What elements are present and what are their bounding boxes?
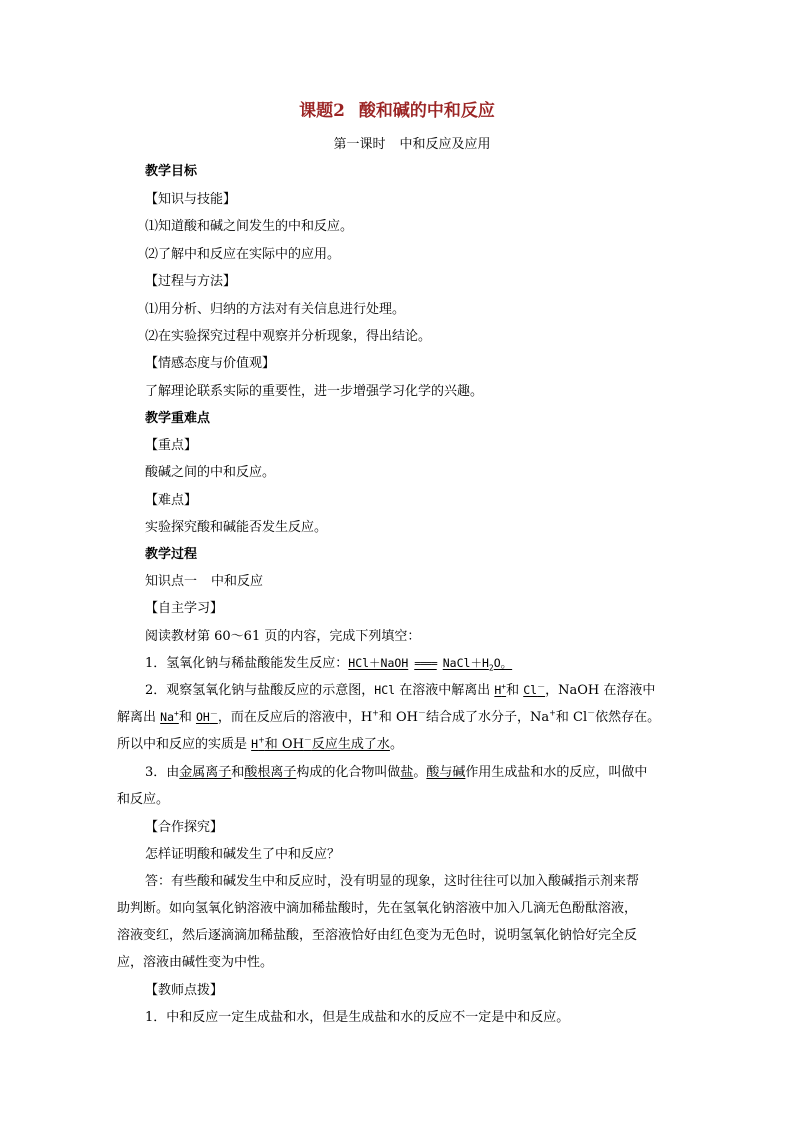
difficulty-item-1: 实验探究酸和碱能否发生反应。 [145,520,328,535]
q1-eq-right-text: NaCl＋H [442,656,489,670]
q2-l2-a: 解离出 [117,710,161,725]
q3-acid-base: 酸与碱 [426,765,466,780]
cooperation-question: 怎样证明酸和碱发生了中和反应？ [145,847,341,862]
heading-process: 【过程与方法】 [145,274,237,289]
q2-na-plus: + [174,709,179,719]
q1-eq-right [442,656,513,673]
q2-l3-plus: + [258,735,265,745]
q3-c: 和 [231,765,245,780]
q2-l3-end: 。 [389,737,403,752]
q2-cl-minus: － [537,682,546,692]
q2-h-plus: + [501,682,507,692]
q2-l2-n: － [587,708,596,718]
q2-text-i: ，NaOH 在溶液中 [545,683,656,698]
question-2-line-3 [117,733,403,752]
q2-oh-ion [196,710,218,724]
q2-na: Na [160,710,174,724]
subtitle-b: 中和反应及应用 [399,137,491,152]
q2-l2-g: ，而在反应后的溶液中，H [217,710,373,725]
q2-text-c: 在溶液中解离出 [395,683,495,698]
q2-l3-minus: － [303,735,312,745]
question-1 [145,652,512,672]
reading-instruction: 阅读教材第 60～61 页的内容，完成下列填空： [145,629,421,644]
process-item-1: ⑴用分析、归纳的方法对有关信息进行处理。 [145,302,406,317]
subtitle-a: 第一课时 [333,137,386,152]
q2-l2-h: + [372,708,379,718]
point1-label: 知识点一 [145,574,198,589]
q2-and: 和 [506,683,524,698]
q3-g: 。 [413,765,427,780]
q2-cl: Cl [523,683,538,697]
answer-line-2: 助判断。如向氢氧化钠溶液中滴加稀盐酸时，先在氢氧化钠溶液中加入几滴无色酚酞溶液， [117,901,638,916]
q2-h-ion [494,683,506,697]
process-item-2: ⑵在实验探究过程中观察并分析现象，得出结论。 [145,329,432,344]
answer-line-3: 溶液变红，然后逐滴滴加稀盐酸，至溶液恰好由红色变为无色时，说明氢氧化钠恰好完全反 [117,928,638,943]
page-title [0,96,794,121]
q2-text-a: 2．观察氢氧化钠与盐酸反应的示意图， [145,683,375,698]
q1-eq-left: HCl＋NaOH [348,656,409,670]
q2-l2-j: － [418,708,427,718]
q2-l3-oh: 和 OH [264,737,304,752]
q2-l2-o: 依然存在。 [595,710,661,725]
answer-line-1: 答：有些酸和碱发生中和反应时，没有明显的现象，这时往往可以加入酸碱指示剂来帮 [145,874,640,889]
q2-h: H [494,683,502,697]
question-2-line-2 [117,706,660,725]
q2-l2-and: 和 [178,710,196,725]
q2-l2-i: 和 OH [378,710,419,725]
q2-l2-l: + [549,708,556,718]
q3-e: 构成的化合物叫做 [296,765,401,780]
q3-a: 3．由 [145,765,180,780]
q3-acid-ion: 酸根离子 [244,765,297,780]
heading-key: 【重点】 [145,438,198,453]
q1-prefix: 1．氢氧化钠与稀盐酸能发生反应： [145,656,349,671]
heading-emotion: 【情感态度与价值观】 [145,356,276,371]
q2-oh-minus: － [209,709,218,719]
q2-l3-a: 所以中和反应的实质是 [117,737,252,752]
q2-oh: OH [195,710,210,724]
q2-l3-answer [251,737,390,752]
q2-l2-m: 和 Cl [555,710,588,725]
question-3-line-2: 和反应。 [117,792,170,807]
q2-l2-k: 结合成了水分子，Na [426,710,550,725]
q2-na-ion [160,710,179,724]
knowledge-item-2: ⑵了解中和反应在实际中的应用。 [145,247,341,262]
q3-salt: 盐 [400,765,414,780]
q2-l3-f: 反应生成了水 [311,737,390,752]
question-2-line-1 [145,679,655,698]
heading-cooperation: 【合作探究】 [145,820,224,835]
heading-difficulty: 【难点】 [145,493,198,508]
q1-eq-sign: ==== [414,657,437,670]
title-main: 课题2 [299,101,345,121]
heading-teacher: 【教师点拨】 [145,983,224,998]
answer-line-4: 应，溶液由碱性变为中性。 [117,955,274,970]
q2-l3-h: H [251,737,259,751]
emotion-item-1: 了解理论联系实际的重要性，进一步增强学习化学的兴趣。 [145,384,484,399]
q1-eq-end: O。 [493,656,513,670]
q2-cl-ion [523,683,545,697]
knowledge-point-1 [145,570,263,589]
title-sub: 酸和碱的中和反应 [358,101,495,121]
q2-hcl: HCl [374,683,396,697]
page-subtitle [0,133,794,152]
teacher-item-1: 1．中和反应一定生成盐和水，但是生成盐和水的反应不一定是中和反应。 [145,1010,570,1025]
knowledge-item-1: ⑴知道酸和碱之间发生的中和反应。 [145,219,354,234]
q3-i: 作用生成盐和水的反应，叫做中 [465,765,648,780]
heading-knowledge: 【知识与技能】 [145,192,237,207]
heading-self-study: 【自主学习】 [145,601,224,616]
q3-metal-ion: 金属离子 [179,765,232,780]
question-3-line-1 [145,761,647,780]
key-item-1: 酸碱之间的中和反应。 [145,465,276,480]
q1-eq-sub: 2 [488,663,494,673]
heading-keypoints: 教学重难点 [145,411,211,426]
heading-goals: 教学目标 [145,164,198,179]
heading-procedure: 教学过程 [145,547,198,562]
point1-title: 中和反应 [211,574,264,589]
